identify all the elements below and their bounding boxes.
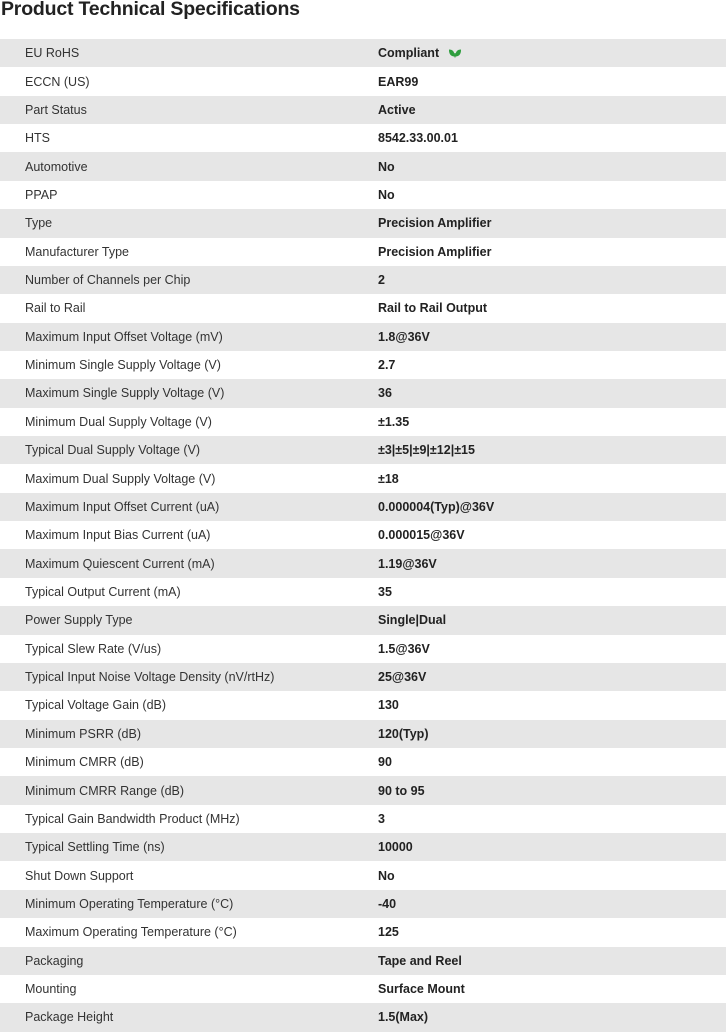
spec-value: 1.5(Max) <box>378 1010 429 1025</box>
spec-value-cell <box>378 805 726 833</box>
spec-value-cell <box>378 266 726 294</box>
spec-label: Typical Dual Supply Voltage (V) <box>25 443 201 458</box>
spec-label: Typical Input Noise Voltage Density (nV/rtHz) <box>25 670 275 685</box>
spec-label: Type <box>25 216 53 231</box>
spec-table-body <box>0 39 726 1032</box>
spec-label: HTS <box>25 131 50 146</box>
spec-label: Typical Settling Time (ns) <box>25 840 165 855</box>
spec-row <box>0 209 726 237</box>
spec-row <box>0 294 726 322</box>
spec-row <box>0 436 726 464</box>
spec-label: Shut Down Support <box>25 868 134 883</box>
spec-row <box>0 67 726 95</box>
spec-value: 90 to 95 <box>378 783 425 798</box>
spec-label: Package Height <box>25 1010 114 1025</box>
spec-value-cell <box>378 124 726 152</box>
spec-value: ±3|±5|±9|±12|±15 <box>378 443 475 458</box>
spec-value: No <box>378 187 395 202</box>
spec-row <box>0 833 726 861</box>
spec-label: Part Status <box>25 102 87 117</box>
spec-value-cell <box>378 323 726 351</box>
spec-value: Rail to Rail Output <box>378 301 488 316</box>
spec-value: 25@36V <box>378 670 427 685</box>
spec-value-cell <box>378 776 726 804</box>
spec-row <box>0 663 726 691</box>
spec-value-cell <box>378 379 726 407</box>
spec-value-cell <box>378 39 726 67</box>
spec-label: Power Supply Type <box>25 613 133 628</box>
spec-value: 125 <box>378 925 399 940</box>
spec-value: 8542.33.00.01 <box>378 131 458 146</box>
leaf-icon <box>448 47 462 58</box>
spec-label: Typical Voltage Gain (dB) <box>25 698 167 713</box>
spec-row <box>0 549 726 577</box>
spec-value: ±18 <box>378 471 399 486</box>
spec-value-cell <box>378 96 726 124</box>
spec-label: Number of Channels per Chip <box>25 273 191 288</box>
spec-value-cell <box>378 975 726 1003</box>
spec-row <box>0 238 726 266</box>
spec-row <box>0 975 726 1003</box>
spec-value: Tape and Reel <box>378 953 462 968</box>
spec-row <box>0 39 726 67</box>
spec-row <box>0 493 726 521</box>
spec-label: Maximum Dual Supply Voltage (V) <box>25 471 216 486</box>
spec-value-cell <box>378 464 726 492</box>
spec-row <box>0 464 726 492</box>
spec-row <box>0 606 726 634</box>
spec-value-cell <box>378 181 726 209</box>
spec-row <box>0 351 726 379</box>
spec-value: 1.8@36V <box>378 329 430 344</box>
spec-value-cell <box>378 691 726 719</box>
spec-row <box>0 96 726 124</box>
spec-value: EAR99 <box>378 74 419 89</box>
spec-row <box>0 748 726 776</box>
spec-row <box>0 266 726 294</box>
spec-label: Minimum PSRR (dB) <box>25 726 141 741</box>
spec-row <box>0 1003 726 1031</box>
spec-row <box>0 947 726 975</box>
spec-value-cell <box>378 890 726 918</box>
spec-value-cell <box>378 748 726 776</box>
spec-value-cell <box>378 1003 726 1031</box>
spec-value: 1.19@36V <box>378 556 437 571</box>
spec-label: Maximum Quiescent Current (mA) <box>25 556 215 571</box>
spec-value: 90 <box>378 755 392 770</box>
spec-value-cell <box>378 408 726 436</box>
spec-label: Typical Output Current (mA) <box>25 585 181 599</box>
spec-value: No <box>378 868 395 883</box>
spec-label: PPAP <box>25 187 58 202</box>
spec-row <box>0 181 726 209</box>
spec-value: 0.000015@36V <box>378 528 465 543</box>
spec-label: ECCN (US) <box>25 74 90 89</box>
spec-value: 1.5@36V <box>378 641 430 656</box>
spec-value: Active <box>378 102 416 117</box>
spec-value: Precision Amplifier <box>378 216 492 231</box>
spec-row <box>0 918 726 946</box>
spec-value: 0.000004(Typ)@36V <box>378 499 495 514</box>
spec-value-cell <box>378 578 726 606</box>
spec-label: Maximum Input Offset Voltage (mV) <box>25 329 223 344</box>
spec-value-cell <box>378 521 726 549</box>
spec-value-cell <box>378 67 726 95</box>
spec-row <box>0 323 726 351</box>
spec-label: Manufacturer Type <box>25 244 129 259</box>
spec-row <box>0 152 726 180</box>
spec-label: Rail to Rail <box>25 301 86 316</box>
spec-value: 3 <box>378 811 385 826</box>
spec-label: Typical Gain Bandwidth Product (MHz) <box>25 811 240 826</box>
spec-value: No <box>378 159 395 174</box>
spec-row <box>0 776 726 804</box>
spec-value-cell <box>378 351 726 379</box>
spec-label: Maximum Single Supply Voltage (V) <box>25 386 225 401</box>
spec-value-cell <box>378 861 726 889</box>
spec-row <box>0 124 726 152</box>
spec-value: Surface Mount <box>378 982 465 997</box>
spec-row <box>0 720 726 748</box>
spec-value: 10000 <box>378 840 413 855</box>
spec-value: Precision Amplifier <box>378 244 492 259</box>
spec-value-cell <box>378 549 726 577</box>
spec-label: Minimum Dual Supply Voltage (V) <box>25 414 212 429</box>
spec-value: 120(Typ) <box>378 726 429 741</box>
spec-label: Maximum Input Offset Current (uA) <box>25 499 220 514</box>
spec-value: -40 <box>378 896 397 911</box>
page-title: Product Technical Specifications <box>1 0 300 20</box>
spec-value-cell <box>378 663 726 691</box>
spec-label: EU RoHS <box>25 46 80 61</box>
spec-row <box>0 805 726 833</box>
spec-value-cell <box>378 209 726 237</box>
spec-value-cell <box>378 947 726 975</box>
spec-label: Maximum Operating Temperature (°C) <box>25 925 237 940</box>
spec-value: Compliant <box>378 46 440 61</box>
spec-label: Packaging <box>25 953 84 968</box>
spec-value-cell <box>378 152 726 180</box>
spec-value-cell <box>378 918 726 946</box>
spec-label: Mounting <box>25 982 77 997</box>
spec-label: Minimum CMRR Range (dB) <box>25 783 185 798</box>
spec-row <box>0 861 726 889</box>
spec-row <box>0 408 726 436</box>
spec-table <box>0 39 726 1032</box>
spec-row <box>0 691 726 719</box>
spec-row <box>0 379 726 407</box>
spec-value-cell <box>378 238 726 266</box>
spec-label: Typical Slew Rate (V/us) <box>25 641 162 656</box>
spec-value: 2.7 <box>378 358 396 373</box>
spec-value-cell <box>378 720 726 748</box>
spec-value: Single|Dual <box>378 613 447 628</box>
spec-value-cell <box>378 493 726 521</box>
spec-value: 2 <box>378 273 385 288</box>
spec-label: Minimum CMRR (dB) <box>25 755 144 770</box>
spec-value-cell <box>378 833 726 861</box>
spec-value-cell <box>378 635 726 663</box>
spec-value: ±1.35 <box>378 414 410 429</box>
spec-value: 35 <box>378 585 392 599</box>
spec-row <box>0 635 726 663</box>
spec-label: Minimum Operating Temperature (°C) <box>25 896 234 911</box>
spec-value-cell <box>378 436 726 464</box>
spec-value: 36 <box>378 386 392 401</box>
spec-value: 130 <box>378 698 399 713</box>
spec-value-cell <box>378 294 726 322</box>
spec-label: Automotive <box>25 159 88 174</box>
spec-row <box>0 578 726 606</box>
spec-label: Minimum Single Supply Voltage (V) <box>25 358 221 373</box>
spec-label: Maximum Input Bias Current (uA) <box>25 528 211 543</box>
spec-row <box>0 890 726 918</box>
spec-value-cell <box>378 606 726 634</box>
spec-row <box>0 521 726 549</box>
